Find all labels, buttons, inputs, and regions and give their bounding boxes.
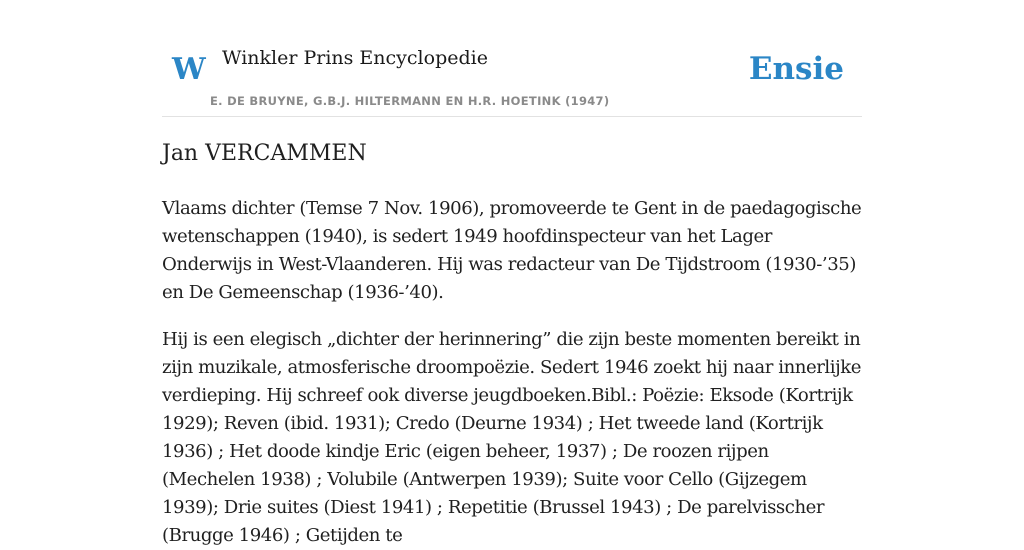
- site-header: [162, 0, 862, 117]
- site-title[interactable]: Winkler Prins Encyclopedie: [222, 47, 488, 69]
- article: [162, 136, 862, 550]
- authors-credit: E. DE BRUYNE, G.B.J. HILTERMANN EN H.R. HOETINK (1947): [210, 94, 610, 108]
- article-paragraph: Vlaams dichter (Temse 7 Nov. 1906), promoveerde te Gent in de paedagogische wetenschappen (1940), is sedert 1949 hoofdinspecteur van het Lager Onderwijs in West-Vlaanderen. Hij was redacteur van De Tijdstroom (1930-’35) en De Gemeenschap (1936-’40).: [162, 198, 862, 303]
- site-logo[interactable]: W: [172, 52, 206, 87]
- brand-logo[interactable]: Ensie: [748, 51, 844, 87]
- article-title: Jan VERCAMMEN: [162, 141, 367, 166]
- article-paragraph: Hij is een elegisch „dichter der herinnering” die zijn beste momenten bereikt in zijn muzikale, atmosferische droompoëzie. Sedert 1946 zoekt hij naar innerlijke verdieping. Hij schreef ook diverse jeugdboeken.Bibl.: Poëzie: Eksode (Kortrijk 1929); Reven (ibid. 1931); Credo (Deurne 1934) ; Het tweede land (Kortrijk 1936) ; Het doode kindje Eric (eigen beheer, 1937) ; De roozen rijpen (Mechelen 1938) ; Volubile (Antwerpen 1939); Suite voor Cello (Gijzegem 1939); Drie suites (Diest 1941) ; Repetitie (Brussel 1943) ; De parelvisscher (Brugge 1946) ; Getijden te: [162, 329, 862, 546]
